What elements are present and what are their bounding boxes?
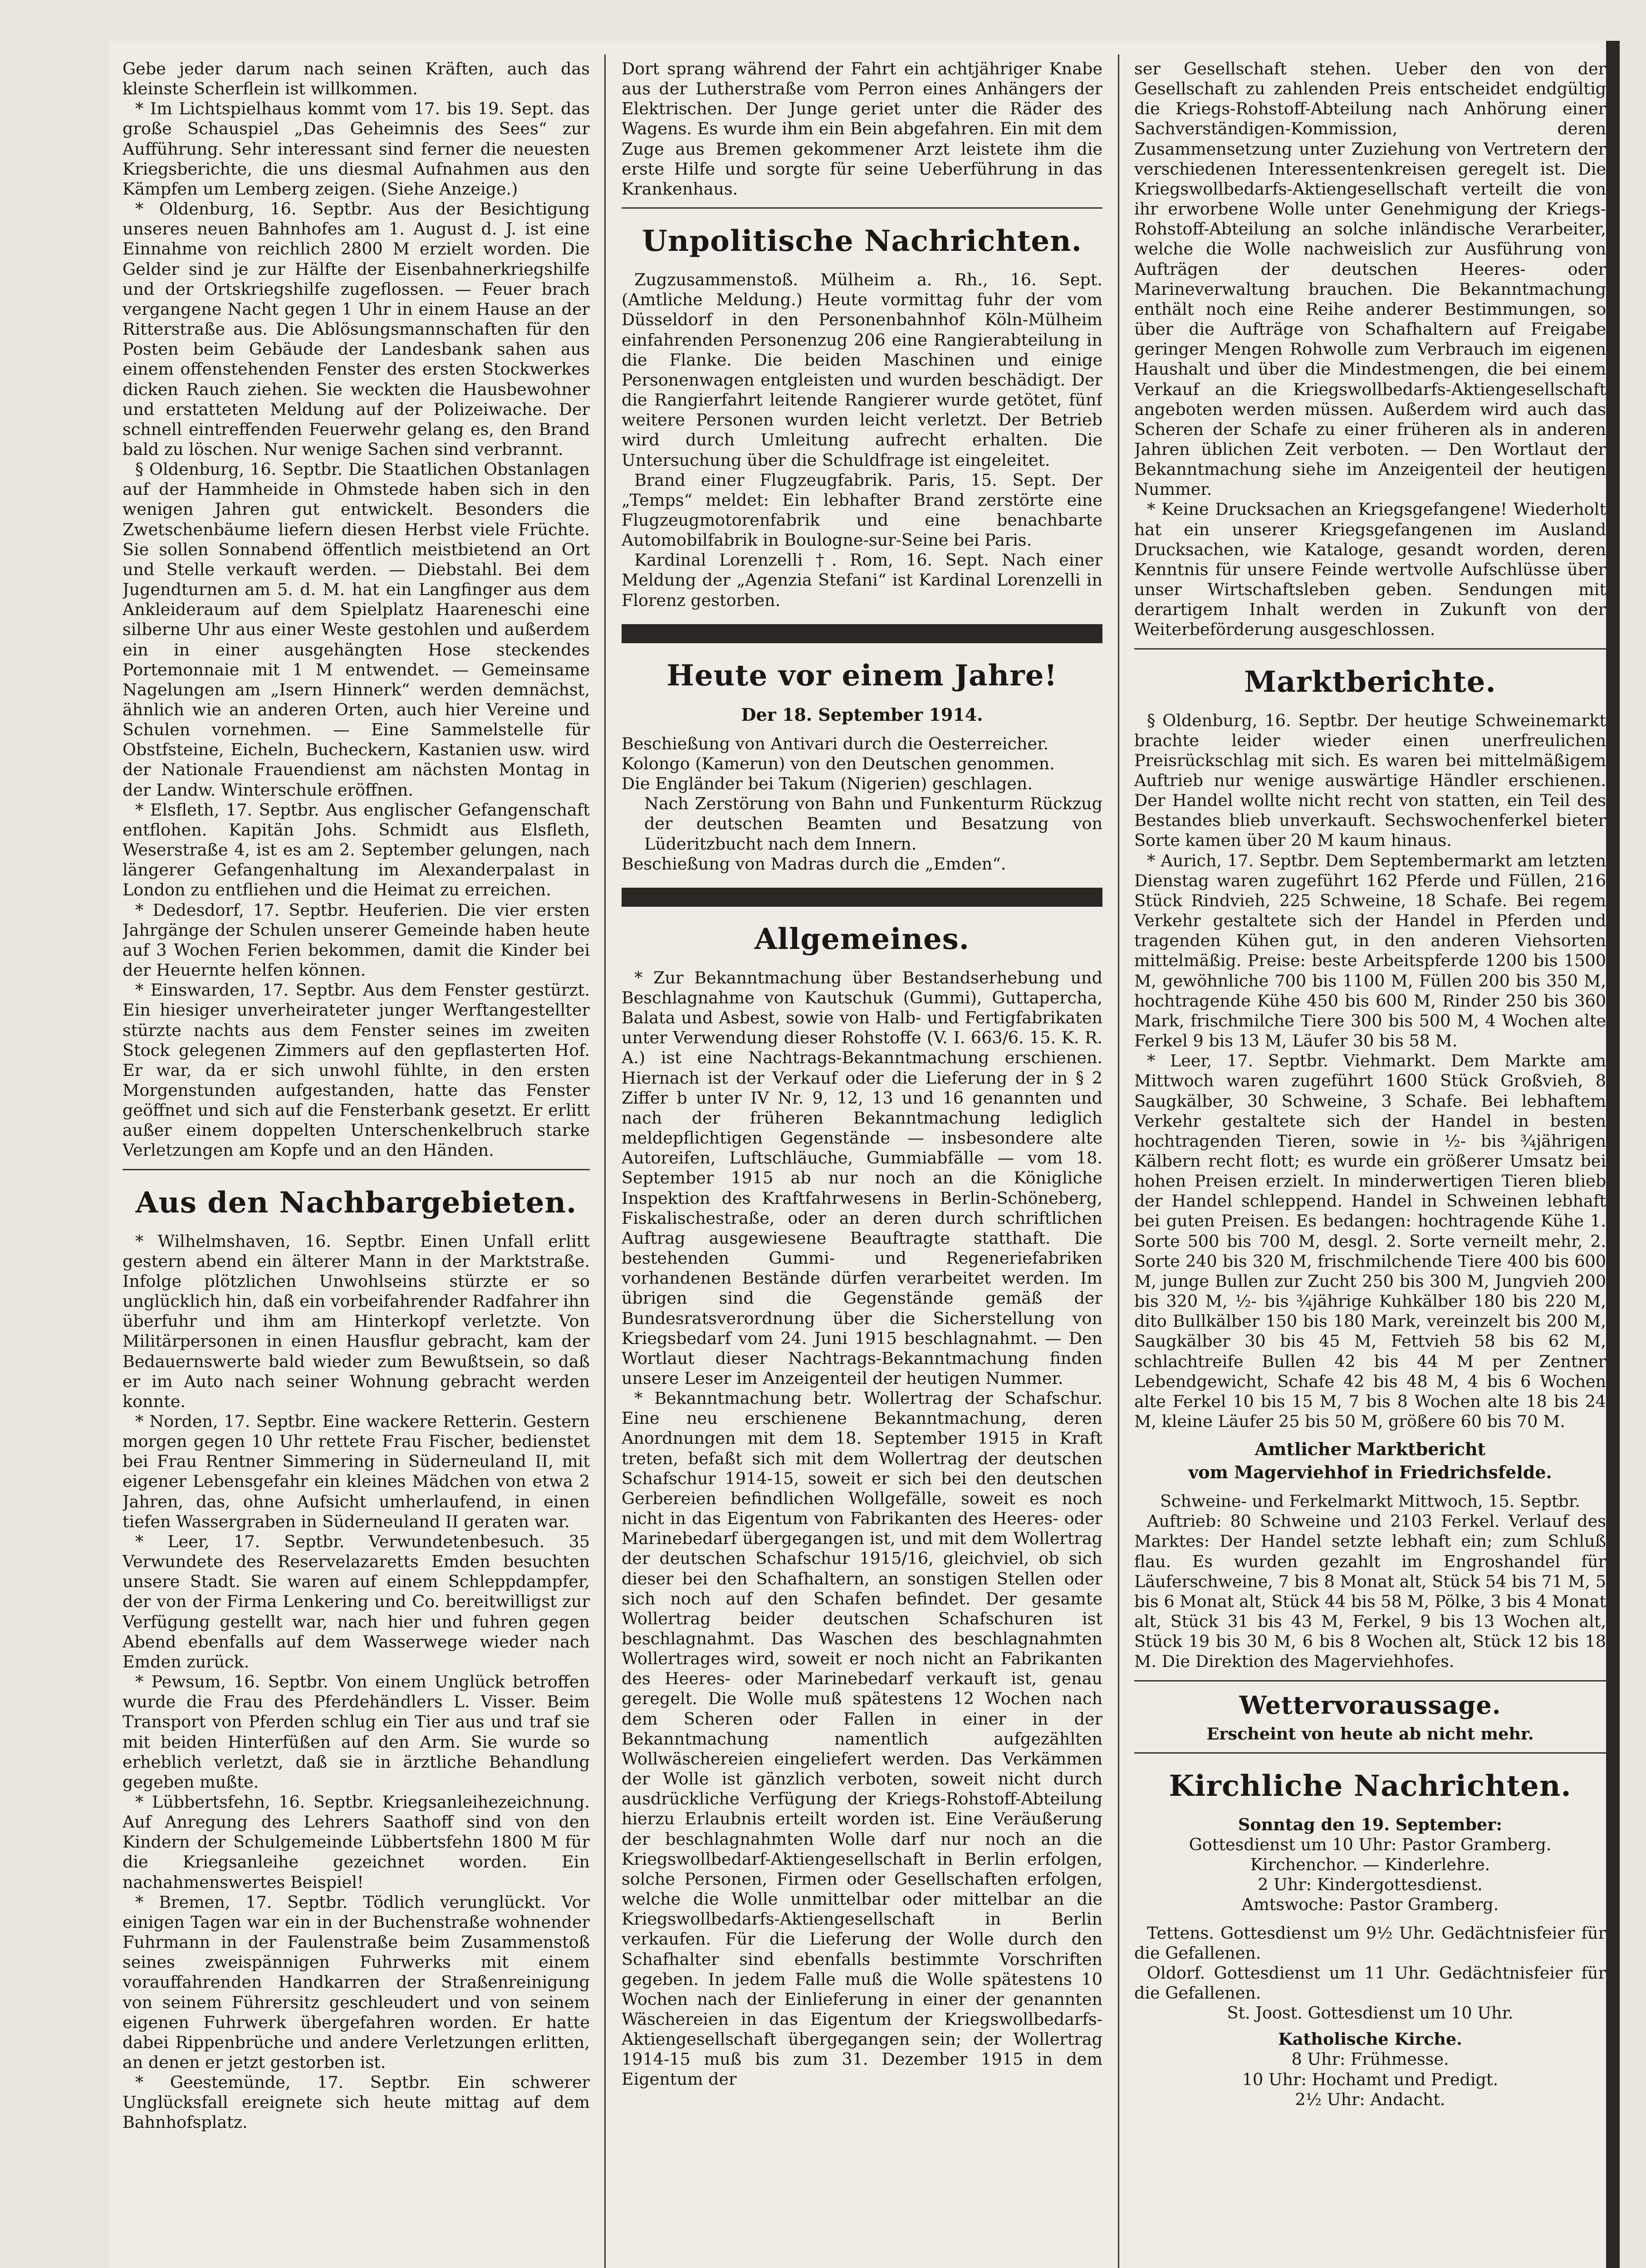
- divider: [1134, 1680, 1606, 1681]
- subheading: Amtlicher Marktbericht: [1254, 1439, 1486, 1460]
- paragraph: * Dedesdorf, 17. Septbr. Heuferien. Die vier ersten Jahrgänge der Schulen unserer Gemeinde haben heute auf 3 Wochen Ferien bekommen, damit die Kinder bei der Heuernte helfen können.: [122, 900, 590, 980]
- paragraph: * Aurich, 17. Septbr. Dem Septembermarkt am letzten Dienstag waren zugeführt 162 Pferde und Füllen, 216 Stück Rindvieh, 225 Schweine, 18 Schafe. Bei regem Verkehr gestaltete sich der Handel in Pferden und tragenden Kühen gut, in den anderen Viehsorten mittelmäßig. Preise: beste Arbeitspferde 1200 bis 1500 M, gewöhnliche 700 bis 1100 M, Füllen 200 bis 350 M, hochtragende Kühe 450 bis 600 M, Rinder 250 bis 360 Mark, frischmilche Tiere 300 bis 500 M, 4 Wochen alte Ferkel 9 bis 13 M, Läufer 30 bis 58 M.: [1134, 850, 1606, 1051]
- service-line: Amtswoche: Pastor Gramberg.: [1241, 1895, 1499, 1915]
- section-heading: Kirchliche Nachrichten.: [1169, 1769, 1572, 1803]
- service-line: Sonntag den 19. September:: [1238, 1814, 1502, 1834]
- paragraph: Kardinal Lorenzelli †. Rom, 16. Sept. Nach einer Meldung der „Agenzia Stefani“ ist Kardinal Lorenzelli in Florenz gestorben.: [622, 550, 1102, 610]
- paragraph: * Norden, 17. Septbr. Eine wackere Retterin. Gestern morgen gegen 10 Uhr rettete Frau Fischer, bedienstet bei Frau Rentner Simmering in Süderneuland II, mit eigener Lebensgefahr ein kleines Mädchen von etwa 2 Jahren, das, ohne Aufsicht umherlaufend, in einen tiefen Wassergraben in Süderneuland II geraten war.: [122, 1412, 590, 1531]
- paragraph: * Lübbertsfehn, 16. Septbr. Kriegsanleihezeichnung. Auf Anregung des Lehrers Saathoff sind von den Kindern der Schulgemeinde Lübbertsfehn 1800 M für die Kriegsanleihe gezeichnet worden. Ein nachahmenswertes Beispiel!: [122, 1792, 590, 1892]
- paragraph: Zugzusammenstoß. Mülheim a. Rh., 16. Sept. (Amtliche Meldung.) Heute vormittag fuhr der vom Düsseldorf in den Personenbahnhof Köln-Mülheim einfahrenden Personenzug 206 eine Rangierabteilung in die Flanke. Die beiden Maschinen und einige Personenwagen entgleisten und wurden beschädigt. Der die Rangierfahrt leitende Rangierer wurde getötet, fünf weitere Personen wurden leicht verletzt. Der Betrieb wird durch Umleitung aufrecht erhalten. Die Untersuchung über die Schuldfrage ist eingeleitet.: [622, 270, 1102, 470]
- column-2: [622, 59, 1102, 2268]
- paragraph: * Wilhelmshaven, 16. Septbr. Einen Unfall erlitt gestern abend ein älterer Mann in der Marktstraße. Infolge plötzlichen Unwohlseins stürzte er so unglücklich hin, daß ein vorbeifahrender Radfahrer ihn überfuhr und ihm am Hinterkopf verletzte. Von Militärpersonen in einen Hausflur gebracht, kam der Bedauernswerte bald wieder zum Bewußtsein, so daß er im Auto nach seiner Wohnung gebracht werden konnte.: [122, 1231, 590, 1411]
- divider: [622, 207, 1102, 209]
- divider: [1134, 648, 1606, 650]
- section-heading: Allgemeines.: [754, 922, 970, 956]
- paragraph: * Oldenburg, 16. Septbr. Aus der Besichtigung unseres neuen Bahnhofes am 1. August d. J. ist eine Einnahme von reichlich 2800 M erzielt worden. Die Gelder sind je zur Hälfte der Eisenbahnerkriegshilfe und der Ortskriegshilfe zugeflossen. — Feuer brach vergangene Nacht gegen 1 Uhr in einem Hause an der Ritterstraße aus. Die Ablösungsmannschaften für den Posten beim Gebäude der Landesbank sahen aus einem offenstehenden Fenster des ersten Stockwerkes dicken Rauch ziehen. Sie weckten die Hausbewohner und erstatteten Meldung auf der Polizeiwache. Der schnell eintreffenden Feuerwehr gelang es, den Brand bald zu löschen. Nur wenige Sachen sind verbrannt.: [122, 199, 590, 459]
- list-item: Beschießung von Madras durch die „Emden“.: [622, 854, 1006, 874]
- column-3: [1134, 59, 1606, 2268]
- service-line: St. Joost. Gottesdienst um 10 Uhr.: [1227, 2003, 1514, 2023]
- paragraph: * Elsfleth, 17. Septbr. Aus englischer Gefangenschaft entflohen. Kapitän Johs. Schmidt aus Elsfleth, Weserstraße 4, ist es am 2. September gelungen, nach längerer Gefangenhaltung im Alexanderpalast in London zu entfliehen und die Heimat zu erreichen.: [122, 800, 590, 900]
- subheading: vom Magerviehhof in Friedrichsfelde.: [1188, 1462, 1552, 1483]
- black-rule: [622, 888, 1102, 907]
- paragraph: Gebe jeder darum nach seinen Kräften, auch das kleinste Scherflein ist willkommen.: [122, 59, 590, 99]
- section-heading: Aus den Nachbargebieten.: [135, 1185, 577, 1220]
- list-item: Die Engländer bei Takum (Nigerien) geschlagen.: [622, 774, 1033, 794]
- service-line: 2½ Uhr: Andacht.: [1295, 2089, 1445, 2109]
- list-item: Kolongo (Kamerun) von den Deutschen genommen.: [622, 753, 1055, 773]
- column-1: [122, 59, 590, 2268]
- divider: [122, 1169, 590, 1170]
- paragraph: § Oldenburg, 16. Septbr. Der heutige Schweinemarkt brachte leider wieder einen unerfreulichen Preisrückschlag mit sich. Es waren bei mittelmäßigem Auftrieb nur wenige auswärtige Händler erschienen. Der Handel wollte nicht recht von statten, ein Teil des Bestandes blieb unverkauft. Sechswochenferkel bieter Sorte kamen über 20 M kaum hinaus.: [1134, 710, 1606, 850]
- paragraph: § Oldenburg, 16. Septbr. Die Staatlichen Obstanlagen auf der Hammheide in Ohmstede haben sich in den wenigen Jahren gut entwickelt. Besonders die Zwetschenbäume liefern diesen Herbst viele Früchte. Sie sollen Sonnabend öffentlich meistbietend an Ort und Stelle verkauft werden. — Diebstahl. Bei dem Jugendturnen am 5. d. M. hat ein Langfinger aus dem Ankleideraum auf dem Spielplatz Haareneschi eine silberne Uhr aus einer Weste gestohlen und außerdem ein in einer ausgehängten Hose steckendes Portemonnaie mit 1 M entwendet. — Gemeinsame Nagelungen am „Isern Hinnerk“ werden demnächst, ähnlich wie an anderen Orten, auch hier Vereine und Schulen vornehmen. — Eine Sammelstelle für Obstfsteine, Eicheln, Bucheckern, Kastanien usw. wird der Nationale Frauendienst am nächsten Montag in der Landw. Winterschule eröffnen.: [122, 459, 590, 800]
- section-heading: Marktberichte.: [1244, 665, 1496, 699]
- section-heading: Heute vor einem Jahre!: [666, 658, 1058, 693]
- list-item: Nach Zerstörung von Bahn und Funkenturm Rückzug der deutschen Beamten und Besatzung von Lüderitzbucht nach dem Innern.: [644, 794, 1102, 854]
- paragraph: * Zur Bekanntmachung über Bestandserhebung und Beschlagnahme von Kautschuk (Gummi), Guttapercha, Balata und Asbest, sowie von Halb- und Fertigfabrikaten unter Verwendung dieser Rohstoffe (V. I. 663/6. 15. K. R. A.) ist eine Nachtrags-Bekanntmachung erschienen. Hiernach ist der Verkauf oder die Lieferung der in § 2 Ziffer b unter IV Nr. 9, 12, 13 und 16 genannten und nach der früheren Bekanntmachung lediglich meldepflichtigen Gegenstände — insbesondere alte Autoreifen, Luftschläuche, Gummiabfälle — vom 18. September 1915 ab nur noch an die Königliche Inspektion des Kraftfahrwesens in Berlin-Schöneberg, Fiskalischestraße, oder an deren durch schriftlichen Auftrag ausgewiesene Beauftragte statthaft. Die bestehenden Gummi- und Regeneriefabriken vorhandenen Bestände dürfen verarbeitet werden. Im übrigen sind die Gegenstände gemäß der Bundesratsverordnung über die Sicherstellung von Kriegsbedarf vom 24. Juni 1915 beschlagnahmt. — Den Wortlaut dieser Nachtrags-Bekanntmachung finden unsere Leser im Anzeigenteil der heutigen Nummer.: [622, 968, 1102, 1388]
- paragraph: Erscheint von heute ab nicht mehr.: [1206, 1724, 1534, 1744]
- subheading: Der 18. September 1914.: [741, 704, 983, 725]
- paragraph: Auftrieb: 80 Schweine und 2103 Ferkel. Verlauf des Marktes: Der Handel setzte lebhaft ein; zum Schluß flau. Es wurden gezahlt im Engroshandel für Läuferschweine, 7 bis 8 Monat alt, Stück 54 bis 71 M, 5 bis 6 Monat alt, Stück 44 bis 58 M, Pölke, 3 bis 4 Monat alt, Stück 31 bis 43 M, Ferkel, 9 bis 13 Wochen alt, Stück 19 bis 30 M, 6 bis 8 Wochen alt, Stück 12 bis 18 M. Die Direktion des Magerviehhofes.: [1134, 1511, 1606, 1672]
- service-line: Kirchenchor. — Kinderlehre.: [1250, 1855, 1490, 1875]
- service-line: 2 Uhr: Kindergottesdienst.: [1258, 1875, 1483, 1895]
- newspaper-page: [109, 41, 1620, 2268]
- paragraph: ser Gesellschaft stehen. Ueber den von der Gesellschaft zu zahlenden Preis entscheidet endgültig die Kriegs-Rohstoff-Abteilung nach Anhörung einer Sachverständigen-Kommission, deren Zusammensetzung unter Zuziehung von Vertretern der verschiedenen Interessentenkreisen geregelt ist. Die Kriegswollbedarfs-Aktiengesellschaft verteilt die von ihr erworbene Wolle unter Genehmigung der Kriegs-Rohstoff-Abteilung an solche inländische Verarbeiter, welche die Wolle nachweislich zur Ausführung von Aufträgen der deutschen Heeres- oder Marineverwaltung brauchen. Die Bekanntmachung enthält noch eine Reihe anderer Bestimmungen, so über die Aufträge von Schafhaltern auf Freigabe geringer Mengen Rohwolle zum Verbrauch im eigenen Haushalt und über die Mindestmengen, die bei einem Verkauf an die Kriegswollbedarfs-Aktiengesellschaft angeboten werden müssen. Außerdem wird auch das Scheren der Schafe zu einer früheren als in anderen Jahren üblichen Zeit verboten. — Den Wortlaut der Bekanntmachung siehe im Anzeigenteil der heutigen Nummer.: [1134, 59, 1606, 499]
- service-line: 8 Uhr: Frühmesse.: [1291, 2049, 1449, 2069]
- paragraph: * Im Lichtspielhaus kommt vom 17. bis 19. Sept. das große Schauspiel „Das Geheimnis des Sees“ zur Aufführung. Sehr interessant sind ferner die neuesten Kriegsberichte, die uns diesmal Aufnahmen aus den Kämpfen um Lemberg zeigen. (Siehe Anzeige.): [122, 99, 590, 199]
- page-edge: [1606, 41, 1620, 2268]
- column-rule: [604, 54, 606, 2268]
- divider: [1134, 1752, 1606, 1754]
- list-item: Beschießung von Antivari durch die Oesterreicher.: [622, 733, 1049, 753]
- paragraph: Brand einer Flugzeugfabrik. Paris, 15. Sept. Der „Temps“ meldet: Ein lebhafter Brand zerstörte eine Flugzeugmotorenfabrik und eine benachbarte Automobilfabrik in Boulogne-sur-Seine bei Paris.: [622, 470, 1102, 550]
- paragraph: * Einswarden, 17. Septbr. Aus dem Fenster gestürzt. Ein hiesiger unverheirateter junger Werftangestellter stürzte nachts aus dem Fenster seines im zweiten Stock gelegenen Zimmers auf den gepflasterten Hof. Er war, da er sich unwohl fühlte, in den ersten Morgenstunden aufgestanden, hatte das Fenster geöffnet und sich auf die Fensterbank gesetzt. Er erlitt außer einem doppelten Unterschenkelbruch starke Verletzungen am Kopfe und an den Händen.: [122, 980, 590, 1160]
- section-heading: Wettervoraussage.: [1239, 1690, 1501, 1720]
- service-line: Oldorf. Gottesdienst um 11 Uhr. Gedächtnisfeier für die Gefallenen.: [1134, 1963, 1606, 2003]
- paragraph: * Bekanntmachung betr. Wollertrag der Schafschur. Eine neu erschienene Bekanntmachung, deren Anordnungen mit dem 18. September 1915 in Kraft treten, befaßt sich mit dem Wollertrag der deutschen Schafschur 1914-15, soweit er sich bei den deutschen Gerbereien befindlichen Wollgefälle, soweit es noch nicht in das Eigentum von Fabrikanten des Heeres- oder Marinebedarf übergegangen ist, und mit dem Wollertrag der deutschen Schafschur 1915/16, gleichviel, ob sich dieser bei den Schafhaltern, an sonstigen Stellen oder sich noch auf den Schafen befindet. Der gesamte Wollertrag beider deutschen Schafschuren ist beschlagnahmt. Das Waschen des beschlagnahmten Wollertrages wird, soweit er noch nicht an Fabrikanten des Heeres- oder Marinebedarf verkauft ist, genau geregelt. Die Wolle muß spätestens 12 Wochen nach dem Scheren oder Fallen in einer in der Bekanntmachung namentlich aufgezählten Wollwäschereien eingeliefert werden. Das Verkämmen der Wolle ist gänzlich verboten, soweit nicht durch ausdrückliche Verfügung der Kriegs-Rohstoff-Abteilung hierzu Erlaubnis erteilt worden ist. Eine Veräußerung der beschlagnahmten Wolle darf nur noch an die Kriegswollbedarf-Aktiengesellschaft in Berlin erfolgen, solche Personen, Firmen oder Gesellschaften erfolgen, welche die Wolle unmittelbar oder mittelbar an die Kriegswollbedarfs-Aktiengesellschaft in Berlin verkaufen. Für die Lieferung der Wolle durch den Schafhalter sind ebenfalls bestimmte Vorschriften gegeben. In jedem Falle muß die Wolle spätestens 10 Wochen nach der Einlieferung in einer der genannten Wäschereien in das Eigentum der Kriegswollbedarfs-Aktiengesellschaft übergegangen sein; der Wollertrag 1914-15 muß bis zum 31. Dezember 1915 in dem Eigentum der: [622, 1388, 1102, 2089]
- paragraph: * Geestemünde, 17. Septbr. Ein schwerer Unglücksfall ereignete sich heute mittag auf dem Bahnhofsplatz.: [122, 2072, 590, 2132]
- paragraph: Dort sprang während der Fahrt ein achtjähriger Knabe aus der Lutherstraße vom Perron eines Anhängers der Elektrischen. Der Junge geriet unter die Räder des Wagens. Es wurde ihm ein Bein abgefahren. Ein mit dem Zuge aus Bremen gekommener Arzt leistete ihm die erste Hilfe und sorgte für seine Ueberführung in das Krankenhaus.: [622, 59, 1102, 199]
- service-line: 10 Uhr: Hochamt und Predigt.: [1242, 2069, 1499, 2089]
- column-rule: [1118, 54, 1119, 2268]
- black-rule: [622, 624, 1102, 643]
- paragraph: * Leer, 17. Septbr. Verwundetenbesuch. 35 Verwundete des Reservelazaretts Emden besuchten unsere Stadt. Sie waren auf einem Schleppdampfer, der von der Firma Lenkering und Co. bereitwilligst zur Verfügung gestellt war, nach hier und fuhren gegen Abend ebenfalls auf dem Wasserwege wieder nach Emden zurück.: [122, 1531, 590, 1672]
- service-line: Tettens. Gottesdienst um 9½ Uhr. Gedächtnisfeier für die Gefallenen.: [1134, 1923, 1606, 1963]
- paragraph: * Pewsum, 16. Septbr. Von einem Unglück betroffen wurde die Frau des Pferdehändlers L. Visser. Beim Transport von Pferden schlug ein Tier aus und traf sie mit beiden Hinterfüßen auf den Arm. Sie wurde so erheblich verletzt, daß sie in ärztliche Behandlung gegeben mußte.: [122, 1672, 590, 1792]
- service-line: Katholische Kirche.: [1278, 2029, 1462, 2049]
- service-line: Gottesdienst um 10 Uhr: Pastor Gramberg.: [1189, 1834, 1552, 1854]
- paragraph: * Bremen, 17. Septbr. Tödlich verunglückt. Vor einigen Tagen war ein in der Buchenstraße wohnender Fuhrmann in der Faulenstraße beim Zusammenstoß seines zweispännigen Fuhrwerks mit einem vorauffahrenden Handkarren der Straßenreinigung von seinem Führersitz geschleudert und von seinem eigenen Fuhrwerk übergefahren worden. Er hatte dabei Rippenbrüche und andere Verletzungen erlitten, an denen er jetzt gestorben ist.: [122, 1892, 590, 2072]
- paragraph: Schweine- und Ferkelmarkt Mittwoch, 15. Septbr.: [1160, 1491, 1580, 1511]
- section-heading: Unpolitische Nachrichten.: [642, 224, 1082, 259]
- paragraph: * Keine Drucksachen an Kriegsgefangene! Wiederholt hat ein unserer Kriegsgefangenen im Ausland Drucksachen, wie Kataloge, gesandt worden, deren Kenntnis für unsere Feinde wertvolle Aufschlüsse über unser Wirtschaftsleben geben. Sendungen mit derartigem Inhalt werden in Zukunft von der Weiterbeförderung ausgeschlossen.: [1134, 499, 1606, 640]
- paragraph: * Leer, 17. Septbr. Viehmarkt. Dem Markte am Mittwoch waren zugeführt 1600 Stück Großvieh, 8 Saugkälber, 30 Schweine, 3 Schafe. Bei lebhaftem Verkehr gestaltete sich der Handel in besten hochtragenden Tieren, sowie in ½- bis ¾jährigen Kälbern recht flott; es wurde ein größerer Umsatz bei hohen Preisen erzielt. In minderwertigen Tieren blieb der Handel schleppend. Handel in Schweinen lebhaft bei guten Preisen. Es bedangen: hochtragende Kühe 1. Sorte 500 bis 700 M, desgl. 2. Sorte verneilt mehr, 2. Sorte 240 bis 320 M, frischmilchende Tiere 400 bis 600 M, junge Bullen zur Zucht 250 bis 300 M, Jungvieh 200 bis 320 M, ½- bis ¾jährige Kuhkälber 180 bis 220 M, dito Bullkälber 150 bis 180 Mark, vereinzelt bis 200 M, Saugkälber 30 bis 45 M, Fettvieh 58 bis 62 M, schlachtreife Bullen 42 bis 44 M per Zentner Lebendgewicht, Schafe 42 bis 48 M, 4 bis 6 Wochen alte Ferkel 10 bis 15 M, 7 bis 8 Wochen alte 18 bis 24 M, kleine Läufer 25 bis 50 M, größere 60 bis 70 M.: [1134, 1051, 1606, 1431]
